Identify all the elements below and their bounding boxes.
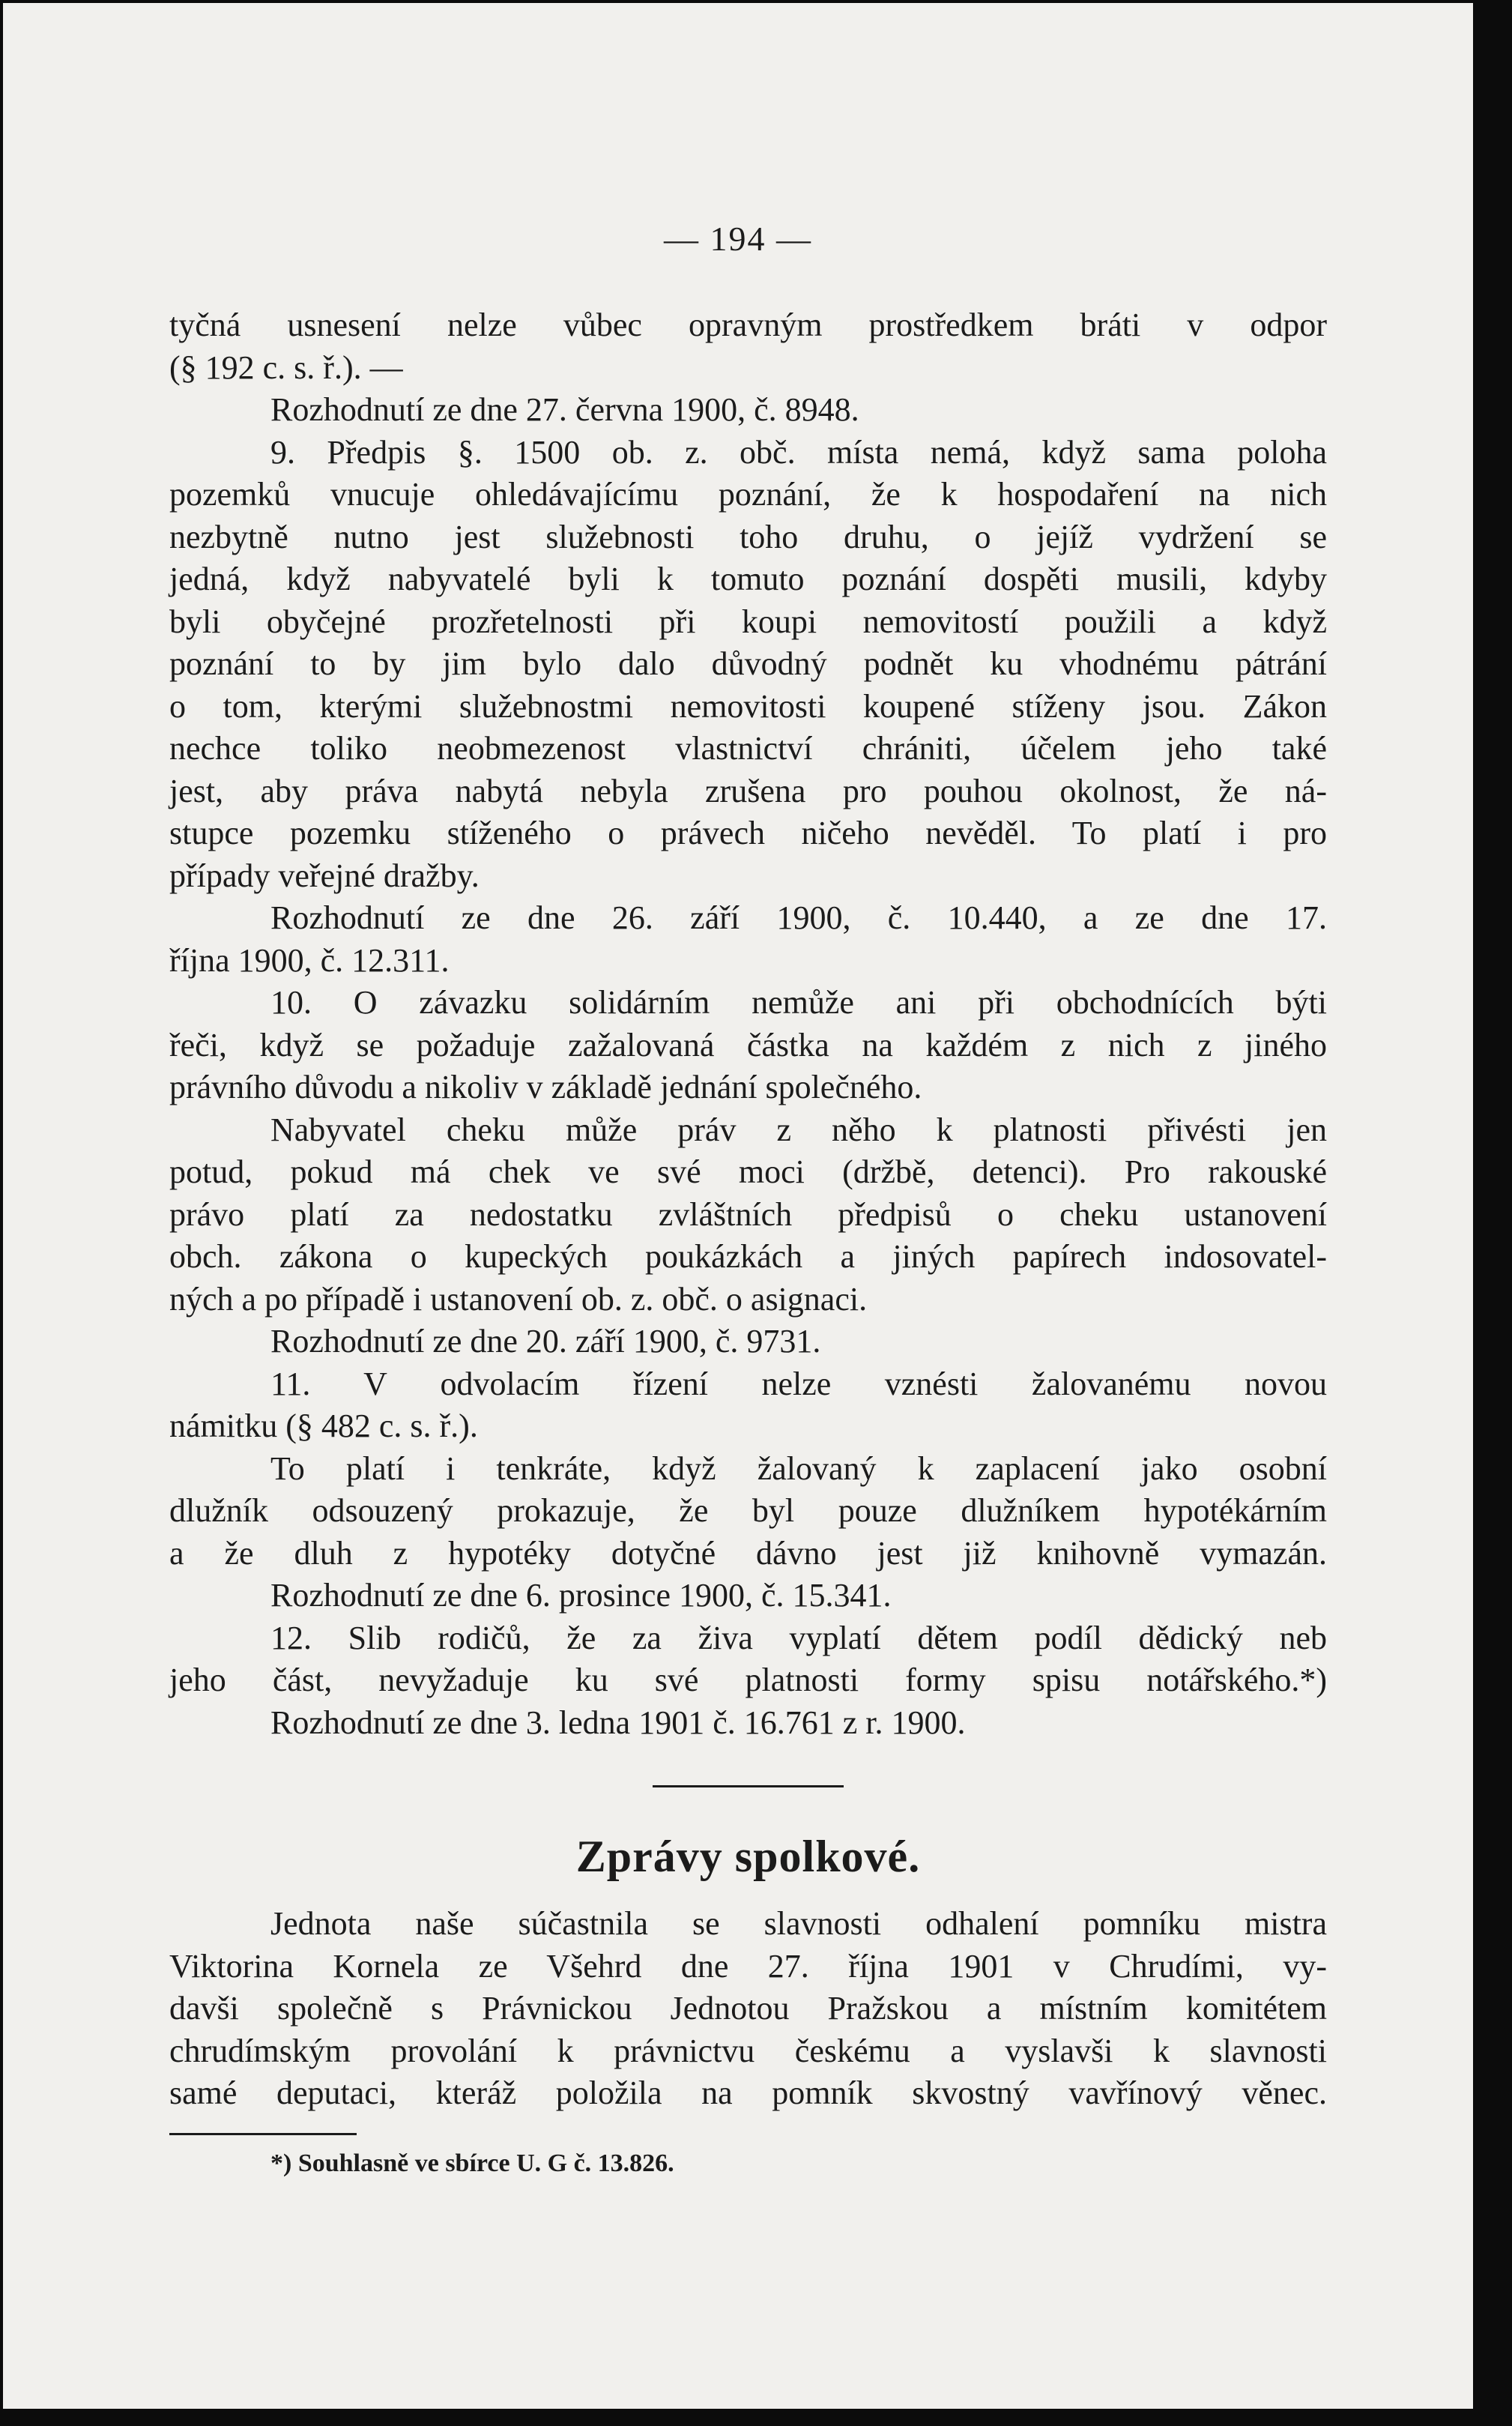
text-line: pozemků vnucuje ohledávajícímu poznání, že k hospodaření na nich <box>169 476 1327 513</box>
text-line: Viktorina Kornela ze Všehrd dne 27. října 1901 v Chrudími, vy- <box>169 1947 1327 1985</box>
text-line: poznání to by jim bylo dalo důvodný podnět ku vhodnému pátrání <box>169 645 1327 682</box>
section-divider <box>653 1785 844 1787</box>
text-line: právního důvodu a nikoliv v základě jednání společného. <box>169 1069 922 1105</box>
text-line: 11. V odvolacím řízení nelze vznésti žalovanému novou <box>270 1365 1327 1402</box>
text-line: Rozhodnutí ze dne 26. září 1900, č. 10.440, a ze dne 17. <box>270 899 1327 936</box>
text-line: tyčná usnesení nelze vůbec opravným prostředkem bráti v odpor <box>169 307 1327 343</box>
section-title: Zprávy spolkové. <box>575 1832 921 1881</box>
text-line: Rozhodnutí ze dne 27. června 1900, č. 8948. <box>270 391 859 428</box>
text-line: potud, pokud má chek ve své moci (držbě, detenci). Pro rakouské <box>169 1153 1327 1190</box>
footnote: *) Souhlasně ve sbírce U. G č. 13.826. <box>270 2149 674 2177</box>
text-line: obch. zákona o kupeckých poukázkách a jiných papírech indosovatel- <box>169 1238 1327 1275</box>
text-line: davši společně s Právnickou Jednotou Pražskou a místním komitétem <box>169 1990 1327 2027</box>
text-line: námitku (§ 482 c. s. ř.). <box>169 1407 478 1444</box>
text-line: To platí i tenkráte, když žalovaný k zaplacení jako osobní <box>270 1449 1327 1487</box>
text-line: jedná, když nabyvatelé byli k tomuto poznání dospěti musili, kdyby <box>169 561 1327 597</box>
text-line: právo platí za nedostatku zvláštních předpisů o cheku ustanovení <box>169 1195 1327 1233</box>
text-line: chrudímským provolání k právnictvu českému a vyslavši k slavnosti <box>169 2032 1327 2069</box>
text-line: Rozhodnutí ze dne 20. září 1900, č. 9731. <box>270 1323 821 1360</box>
footnote-rule <box>169 2133 357 2135</box>
text-line: 9. Předpis §. 1500 ob. z. obč. místa nemá, když sama poloha <box>270 433 1327 471</box>
text-line: případy veřejné dražby. <box>169 857 480 894</box>
text-line: října 1900, č. 12.311. <box>169 941 450 979</box>
page-number: — 194 — <box>664 220 812 258</box>
text-line: samé deputaci, kteráž položila na pomník skvostný vavřínový věnec. <box>169 2075 1327 2111</box>
text-line: Nabyvatel cheku může práv z něho k platnosti přivésti jen <box>270 1111 1327 1148</box>
text-line: byli obyčejné prozřetelnosti při koupi nemovitostí použili a když <box>169 603 1327 640</box>
text-line: nechce toliko neobmezenost vlastnictví chrániti, účelem jeho také <box>169 730 1327 767</box>
text-line: stupce pozemku stíženého o právech ničeho nevěděl. To platí i pro <box>169 815 1327 851</box>
text-line: Rozhodnutí ze dne 3. ledna 1901 č. 16.761 z r. 1900. <box>270 1704 966 1741</box>
text-line: ných a po případě i ustanovení ob. z. obč. o asignaci. <box>169 1280 868 1318</box>
text-line: Rozhodnutí ze dne 6. prosince 1900, č. 15.341. <box>270 1577 892 1614</box>
section-text <box>169 1903 1327 2115</box>
text-line: dlužník odsouzený prokazuje, že byl pouze dlužníkem hypotékárním <box>169 1492 1327 1529</box>
text-line: jeho část, nevyžaduje ku své platnosti formy spisu notářského.*) <box>169 1662 1327 1698</box>
text-line: a že dluh z hypotéky dotyčné dávno jest již knihovně vymazán. <box>169 1534 1327 1572</box>
body-text <box>169 304 1327 1744</box>
page-body <box>169 304 1327 2180</box>
text-line: nezbytně nutno jest služebnosti toho druhu, o jejíž vydržení se <box>169 518 1327 555</box>
text-line: (§ 192 c. s. ř.). — <box>169 348 403 386</box>
text-line: řeči, když se požaduje zažalovaná částka na každém z nich z jiného <box>169 1026 1327 1063</box>
text-line: 12. Slib rodičů, že za živa vyplatí dětem podíl dědický neb <box>270 1619 1327 1656</box>
text-line: jest, aby práva nabytá nebyla zrušena pro pouhou okolnost, že ná- <box>169 772 1327 809</box>
text-line: 10. O závazku solidárním nemůže ani při obchodnících býti <box>270 984 1327 1021</box>
text-line: o tom, kterými služebnostmi nemovitosti koupené stíženy jsou. Zákon <box>169 687 1327 725</box>
text-line: Jednota naše súčastnila se slavnosti odhalení pomníku mistra <box>270 1905 1327 1942</box>
scanned-page <box>3 3 1473 2409</box>
